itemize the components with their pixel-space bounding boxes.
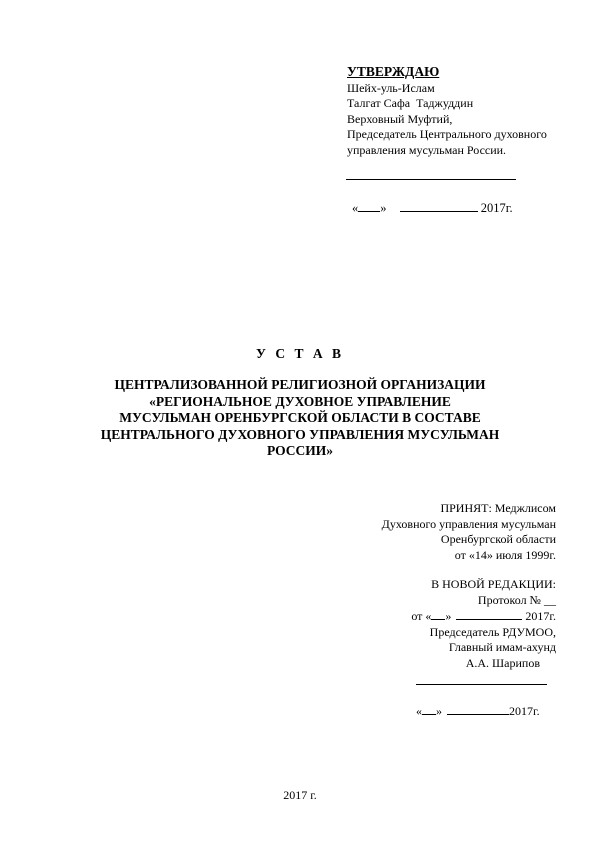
adopted-line: от «14» июля 1999г.: [454, 547, 556, 562]
approval-date: [352, 200, 513, 216]
organization-name: [70, 377, 530, 460]
org-line: ЦЕНТРАЛЬНОГО ДУХОВНОГО УПРАВЛЕНИЯ МУСУЛЬМАН: [100, 426, 500, 442]
org-line: «РЕГИОНАЛЬНОЕ ДУХОВНОЕ УПРАВЛЕНИЕ: [149, 393, 451, 409]
approve-line: Председатель Центрального духовного: [347, 127, 547, 141]
adopted-line: Оренбургской области: [440, 532, 556, 546]
approve-line: Верховный Муфтий,: [347, 111, 453, 126]
approve-line: Талгат Сафа Таджуддин: [347, 96, 474, 110]
approve-line: Шейх-уль-Ислам: [347, 80, 435, 95]
footer-year: 2017 г.: [283, 788, 317, 802]
adopted-block: [382, 501, 556, 563]
signature-line: [346, 179, 516, 180]
month-blank: [447, 703, 509, 715]
new-edition-heading: В НОВОЙ РЕДАКЦИИ:: [431, 577, 556, 591]
new-edition-block: [411, 577, 556, 671]
date-close: »: [445, 609, 452, 623]
org-line: РОССИИ»: [266, 443, 334, 458]
month-blank: [400, 200, 478, 212]
adopted-line: ПРИНЯТ: Меджлисом: [440, 501, 556, 515]
day-blank: [422, 703, 436, 715]
protocol-date: [411, 608, 556, 625]
signature-line-2: [416, 684, 547, 685]
chair-line: Председатель РДУМОО,: [429, 624, 556, 639]
document-title: У С Т А В: [256, 346, 344, 361]
protocol-line: Протокол № __: [477, 592, 556, 607]
org-line: ЦЕНТРАЛИЗОВАННОЙ РЕЛИГИОЗНОЙ ОРГАНИЗАЦИИ: [114, 377, 486, 392]
approval-block: [347, 64, 587, 158]
date-close: »: [436, 704, 442, 718]
day-blank: [358, 200, 380, 212]
month-blank: [456, 608, 522, 620]
approve-line: управления мусульман России.: [347, 142, 507, 157]
adopted-line: Духовного управления мусульман: [381, 516, 556, 531]
date-open: «: [416, 704, 422, 718]
org-line: МУСУЛЬМАН ОРЕНБУРГСКОЙ ОБЛАСТИ В СОСТАВЕ: [119, 410, 481, 425]
day-blank: [431, 608, 445, 620]
date-year: 2017г.: [480, 201, 513, 215]
approve-heading: УТВЕРЖДАЮ: [347, 64, 440, 79]
position-line: Главный имам-ахунд: [448, 640, 556, 654]
date-open-quote: «: [352, 201, 359, 215]
edition-date: [416, 703, 540, 719]
date-close-quote: »: [380, 201, 387, 215]
date-open: от «: [411, 609, 432, 623]
name-line: А.А. Шарипов: [465, 655, 540, 670]
date-year: 2017г.: [525, 609, 556, 623]
date-year: 2017г.: [509, 704, 540, 718]
